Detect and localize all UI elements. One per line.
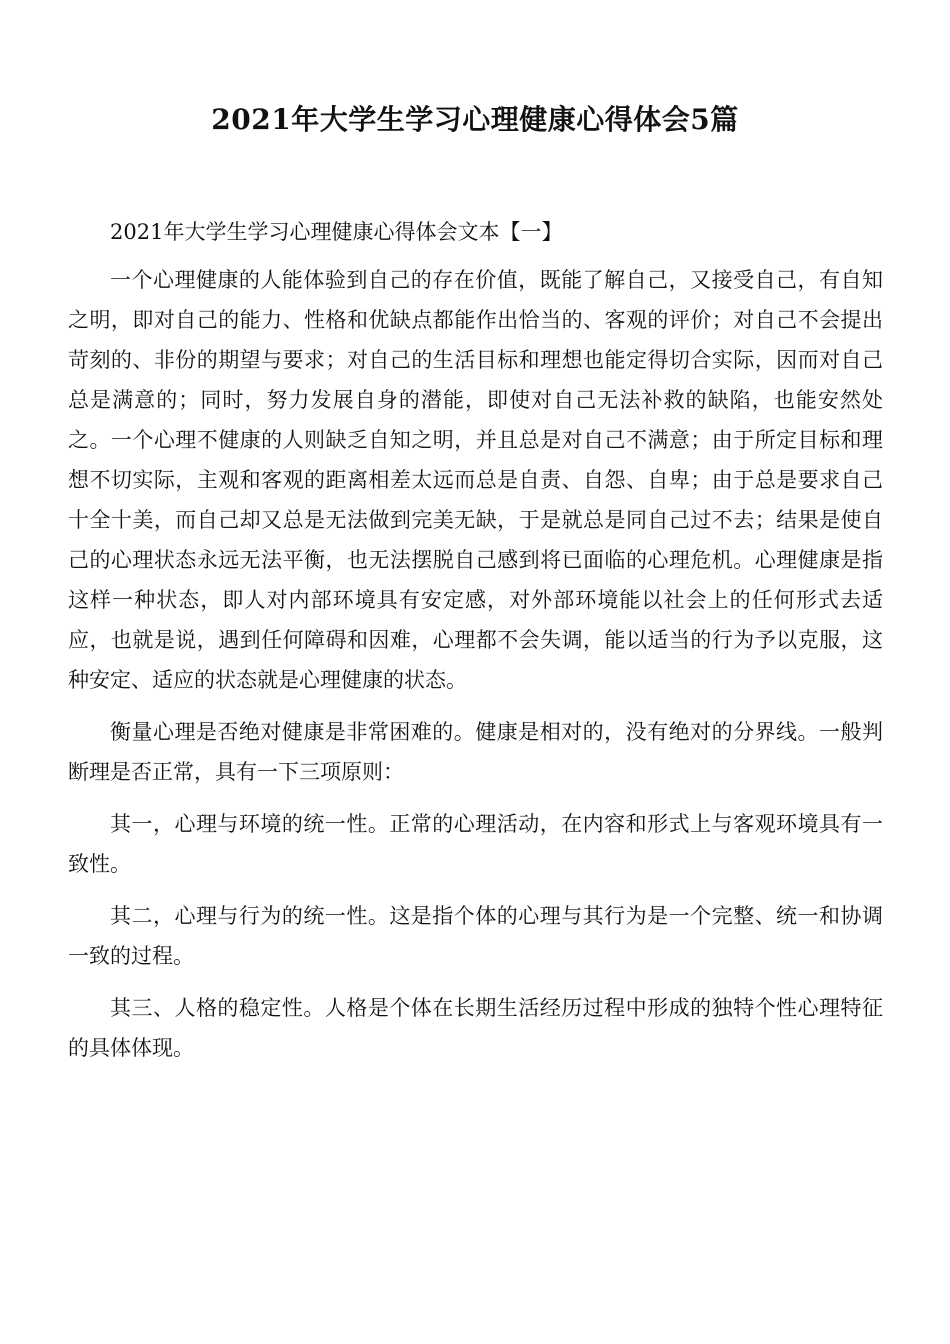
paragraph-principle-1: 其一，心理与环境的统一性。正常的心理活动，在内容和形式上与客观环境具有一致性。 (68, 812, 883, 876)
document-body (68, 212, 883, 1080)
paragraph-intro: 一个心理健康的人能体验到自己的存在价值，既能了解自己，又接受自己，有自知之明，即对自己的能力、性格和优缺点都能作出恰当的、客观的评价；对自己不会提出苛刻的、非份的期望与要求；对自己的生活目标和理想也能定得切合实际，因而对自己总是满意的；同时，努力发展自身的潜能，即使对自己无法补救的缺陷，也能安然处之。一个心理不健康的人则缺乏自知之明，并且总是对自己不满意；由于所定目标和理想不切实际，主观和客观的距离相差太远而总是自责、自怨、自卑；由于总是要求自己十全十美，而自己却又总是无法做到完美无缺，于是就总是同自己过不去；结果是使自己的心理状态永远无法平衡，也无法摆脱自己感到将已面临的心理危机。心理健康是指这样一种状态，即人对内部环境具有安定感，对外部环境能以社会上的任何形式去适应，也就是说，遇到任何障碍和因难，心理都不会失调，能以适当的行为予以克服，这种安定、适应的状态就是心理健康的状态。 (68, 268, 883, 692)
paragraph-principle-2: 其二，心理与行为的统一性。这是指个体的心理与其行为是一个完整、统一和协调一致的过程。 (68, 904, 883, 968)
section-heading: 2021年大学生学习心理健康心得体会文本【一】 (110, 220, 563, 244)
paragraph-criteria: 衡量心理是否绝对健康是非常困难的。健康是相对的，没有绝对的分界线。一般判断理是否正常，具有一下三项原则： (68, 720, 883, 784)
paragraph-principle-3: 其三、人格的稳定性。人格是个体在长期生活经历过程中形成的独特个性心理特征的具体体现。 (68, 996, 883, 1060)
document-title: 2021年大学生学习心理健康心得体会5篇 (211, 103, 739, 136)
